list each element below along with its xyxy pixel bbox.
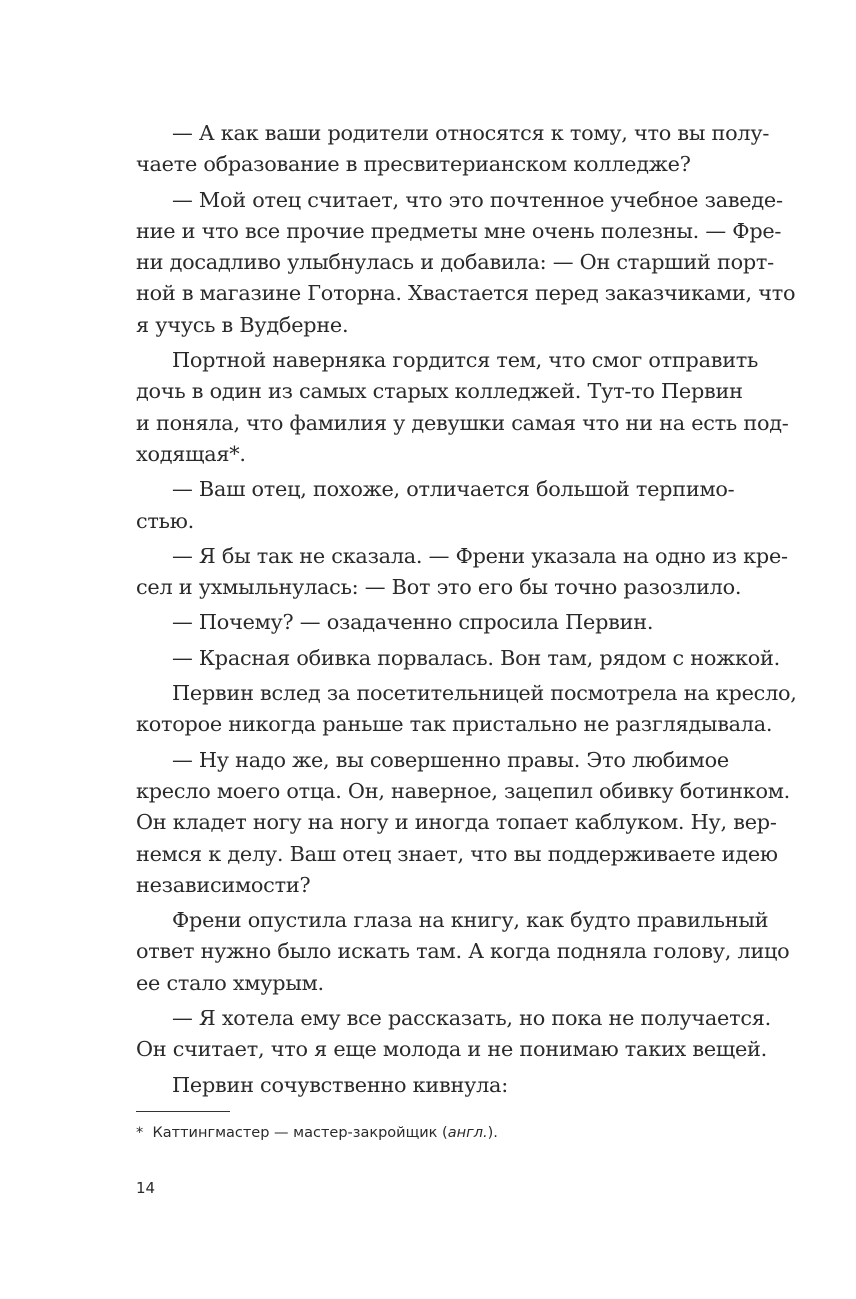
text-line: Френи опустила глаза на книгу, как будто правильный [172, 908, 769, 933]
text-line: ответ нужно было искать там. А когда подняла голову, лицо [136, 939, 790, 964]
text-line: ни досадливо улыбнулась и добавила: — Он старший порт- [136, 250, 774, 275]
body-text [136, 118, 797, 1101]
text-line: Первин вслед за посетительницей посмотрела на кресло, [172, 681, 797, 706]
footnote-text: Каттингмастер — мастер-закройщик ( [152, 1125, 448, 1141]
text-line: Первин сочувственно кивнула: [172, 1072, 508, 1097]
text-line: — Я бы так не сказала. — Френи указала на одно из кре- [172, 543, 788, 568]
page-number: 14 [136, 1179, 156, 1197]
footnote-text-end: ). [487, 1125, 498, 1141]
text-line: немся к делу. Ваш отец знает, что вы поддерживаете идею [136, 841, 778, 866]
text-line: независимости? [136, 872, 311, 897]
text-line: — Почему? — озадаченно спросила Первин. [172, 610, 654, 635]
footnote-italic: англ. [447, 1125, 488, 1141]
text-line: — Красная обивка порвалась. Вон там, рядом с ножкой. [172, 645, 780, 670]
text-line: Портной наверняка гордится тем, что смог отправить [172, 348, 759, 373]
text-line: — Мой отец считает, что это почтенное учебное заведе- [172, 187, 783, 212]
footnote [136, 1123, 498, 1143]
footnote-divider [136, 1111, 230, 1112]
text-line: — А как ваши родители относятся к тому, что вы полу- [172, 121, 770, 145]
text-line: сел и ухмыльнулась: — Вот это его бы точно разозлило. [136, 575, 742, 600]
text-line: Он считает, что я еще молода и не понимаю таких вещей. [136, 1037, 768, 1062]
text-line: ние и что все прочие предметы мне очень полезны. — Фре- [136, 218, 782, 243]
text-line: — Я хотела ему все рассказать, но пока не получается. [172, 1006, 771, 1031]
text-line: — Ну надо же, вы совершенно правы. Это любимое [172, 747, 729, 772]
text-line: ходящая*. [136, 441, 246, 466]
text-line: дочь в один из самых старых колледжей. Тут-то Первин [136, 379, 743, 404]
text-line: ее стало хмурым. [136, 970, 324, 995]
text-line: я учусь в Вудберне. [136, 312, 349, 337]
text-line: — Ваш отец, похоже, отличается большой терпимо- [172, 477, 735, 502]
footnote-marker: * [136, 1125, 144, 1141]
text-line: кресло моего отца. Он, наверное, зацепил обивку ботинком. [136, 778, 791, 803]
text-line: ной в магазине Готорна. Хвастается перед заказчиками, что [136, 281, 796, 306]
text-line: и поняла, что фамилия у девушки самая что ни на есть под- [136, 410, 789, 435]
text-line: Он кладет ногу на ногу и иногда топает каблуком. Ну, вер- [136, 810, 777, 835]
text-line: которое никогда раньше так пристально не разглядывала. [136, 712, 773, 737]
text-line: чаете образование в пресвитерианском колледже? [136, 152, 691, 177]
text-line: стью. [136, 508, 194, 533]
